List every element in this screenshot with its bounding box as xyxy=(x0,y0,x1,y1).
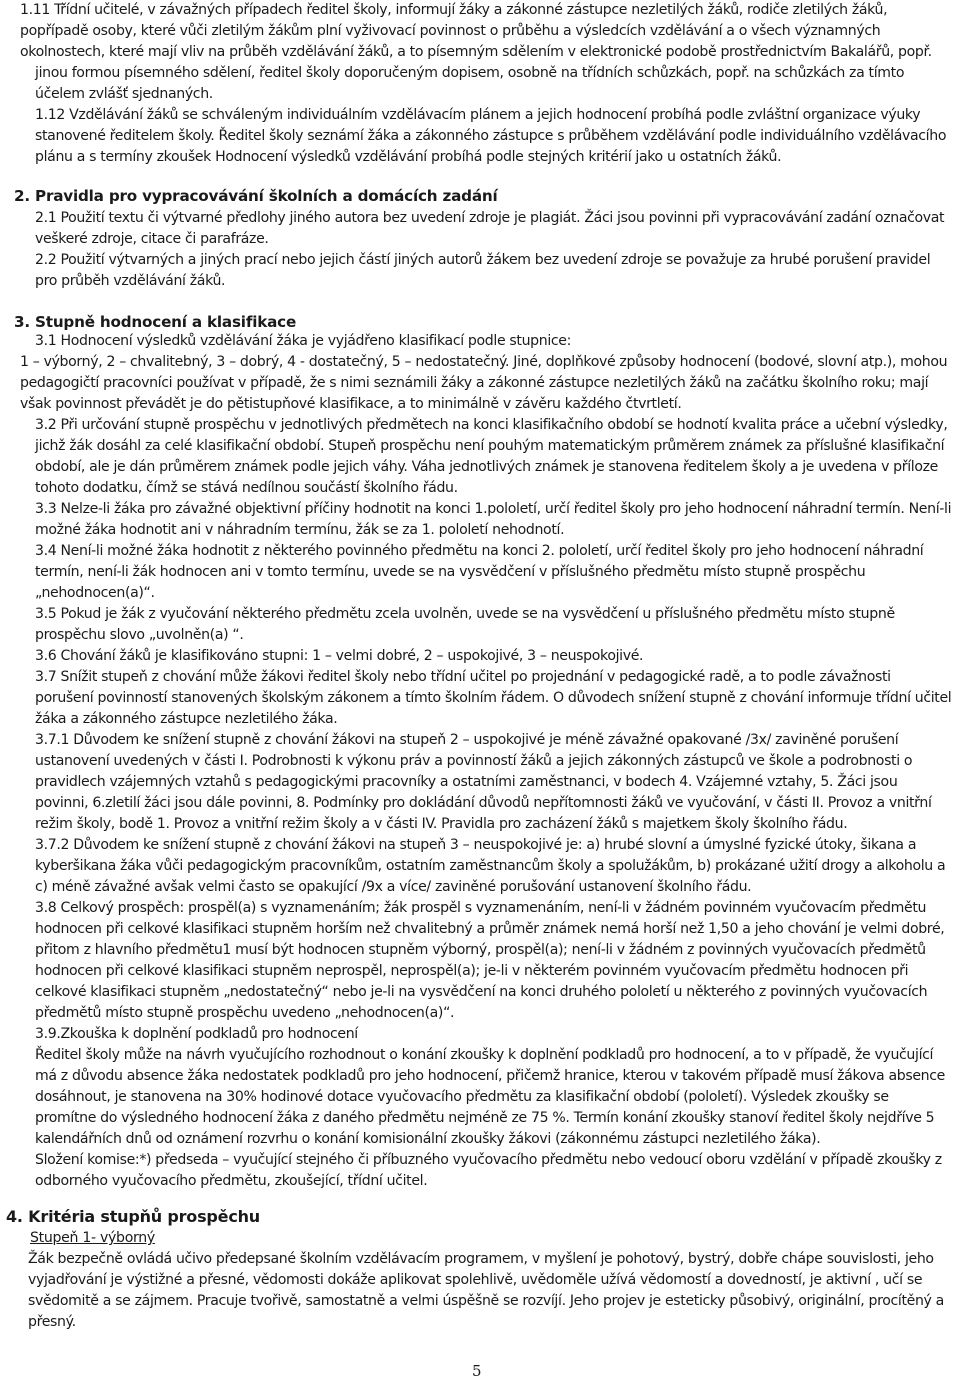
paragraph-3-1-scale: 1 – výborný, 2 – chvalitebný, 3 – dobrý, 4 - dostatečný, 5 – nedostatečný. Jiné, doplňkové způsoby hodnocení (bodové, slovní atp.), mohou pedagogičtí pracovníci používat v případě, že s nimi seznámili žáky a zákonné zástupce nezletilých žáků na začátku školního roku; mají však povinnost převádět je do pětistupňové klasifikace, a to minimálně v závěru každého čtvrtletí. xyxy=(20,354,948,412)
section-2-heading: 2. Pravidla pro vypracovávání školních a domácích zadání xyxy=(14,187,498,205)
paragraph-3-7-2: 3.7.2 Důvodem ke snížení stupně z chování žákovi na stupeň 3 – neuspokojivé je: a) hrubé slovní a úmyslné fyzické útoky, šikana a kyberšikana žáka vůči pedagogickým pracovníkům, ostatním zaměstnancům školy a spolužákům, b) prokázané užití drogy a alkoholu a c) méně závažné avšak velmi často se opakující /9x a více/ zaviněné porušování ustanovení školního řádu. xyxy=(35,837,946,895)
paragraph-2-1: 2.1 Použití textu či výtvarné předlohy jiného autora bez uvedení zdroje je plagiát. Žáci jsou povinni při vypracovávání zadání označovat veškeré zdroje, citace či parafráze. xyxy=(35,210,945,247)
paragraph-3-9-committee: Složení komise:*) předseda – vyučující stejného či příbuzného vyučovacího předmětu nebo vedoucí oboru vzdělání v případě zkoušky z odborného vyučovacího předmětu, zkoušející, třídní učitel. xyxy=(35,1152,942,1189)
paragraph-3-2: 3.2 Při určování stupně prospěchu v jednotlivých předmětech na konci klasifikačního období se hodnotí kvalita práce a učební výsledky, jichž žák dosáhl za celé klasifikační období. Stupeň prospěchu není pouhým matematickým průměrem známek za příslušné klasifikační období, ale je dán průměrem známek podle jejich váhy. Váha jednotlivých známek je stanovena ředitelem školy a je uvedena v příloze tohoto dodatku, čímž se stává nedílnou součástí školního řádu. xyxy=(35,417,948,496)
paragraph-3-5: 3.5 Pokud je žák z vyučování některého předmětu zcela uvolněn, uvede se na vysvědčení u příslušného předmětu místo stupně prospěchu slovo „uvolněn(a) “. xyxy=(35,606,895,643)
paragraph-3-1: 3.1 Hodnocení výsledků vzdělávání žáka je vyjádřeno klasifikací podle stupnice: xyxy=(35,333,572,349)
section-4-heading: 4. Kritéria stupňů prospěchu xyxy=(6,1207,260,1226)
grade-1-subheading: Stupeň 1- výborný xyxy=(30,1230,155,1246)
paragraph-3-7-1: 3.7.1 Důvodem ke snížení stupně z chování žákovi na stupeň 2 – uspokojivé je méně závažné opakované /3x/ zaviněné porušení ustanovení uvedených v části I. Podrobnosti k výkonu práv a povinností žáků a jejich zákonných zástupců ve škole a podrobnosti o pravidlech vzájemných vztahů s pedagogickými pracovníky a ostatními zaměstnanci, v bodech 4. Vzájemné vztahy, 5. Žáci jsou povinni, 6.zletilí žáci jsou dále povinni, 8. Podmínky pro dokládání důvodů nepřítomnosti žáků ve vyučování, v části II. Provoz a vnitřní režim školy, bodě 1. Provoz a vnitřní režim školy a v části IV. Pravidla pro zacházení žáků s majetkem školy školního řádu. xyxy=(35,732,932,832)
section-4-block xyxy=(28,1249,952,1333)
grade-1-description: Žák bezpečně ovládá učivo předepsané školním vzdělávacím programem, v myšlení je pohotový, bystrý, dobře chápe souvislosti, jeho vyjadřování je výstižné a přesné, vědomosti dokáže aplikovat spolehlivě, uvědoměle užívá vědomostí a dovedností, je aktivní , učí se svědomitě a se zájmem. Pracuje tvořivě, samostatně a velmi úspěšně se rozvíjí. Jeho projev je esteticky působivý, originální, procítěný a přesný. xyxy=(28,1251,944,1330)
section-2-block xyxy=(20,208,952,292)
paragraph-1-11: 1.11 Třídní učitelé, v závažných případech ředitel školy, informují žáky a zákonné zástupce nezletilých žáků, rodiče zletilých žáků, popřípadě osoby, které vůči zletilým žákům plní vyživovací povinnost o průběhu a výsledcích vzdělávání a o všech významných okolnostech, které mají vliv na průběh vzdělávání žáků, a to písemným sdělením v elektronické podobě prostřednictvím Bakalářů, popř. xyxy=(20,2,932,60)
intro-block xyxy=(20,0,952,168)
paragraph-3-9: Ředitel školy může na návrh vyučujícího rozhodnout o konání zkoušky k doplnění podkladů pro hodnocení, a to v případě, že vyučující má z důvodu absence žáka nedostatek podkladů pro jeho hodnocení, přičemž hranice, kterou v takovém případě musí žákova absence dosáhnout, je stanovena na 30% hodinové dotace vyučovacího předmětu za klasifikační období (pololetí). Výsledek zkoušky se promítne do výsledného hodnocení žáka z daného předmětu nejméně ze 75 %. Termín konání zkoušky stanoví ředitel školy nejdříve 5 kalendářních dnů od oznámení rozvrhu o konání komisionální zkoušky žákovi (zákonnému zástupci nezletilého žáka). xyxy=(35,1047,945,1147)
paragraph-1-11-cont: jinou formou písemného sdělení, ředitel školy doporučeným dopisem, osobně na třídních schůzkách, popř. na schůzkách za tímto účelem zvlášť sjednaných. xyxy=(35,65,905,102)
paragraph-3-7: 3.7 Snížit stupeň z chování může žákovi ředitel školy nebo třídní učitel po projednání v pedagogické radě, a to podle závažnosti porušení povinností stanovených školským zákonem a tímto školním řádem. O důvodech snížení stupně z chování informuje třídní učitel žáka a zákonného zástupce nezletilého žáka. xyxy=(35,669,952,727)
paragraph-3-4: 3.4 Není-li možné žáka hodnotit z některého povinného předmětu na konci 2. pololetí, určí ředitel školy pro jeho hodnocení náhradní termín, není-li žák hodnocen ani v tomto termínu, uvede se na vysvědčení v příslušného předmětu místo stupně prospěchu „nehodnocen(a)“. xyxy=(35,543,924,601)
page-number: 5 xyxy=(472,1362,482,1380)
paragraph-3-8: 3.8 Celkový prospěch: prospěl(a) s vyznamenáním; žák prospěl s vyznamenáním, není-li v žádném povinném vyučovacím předmětu hodnocen při celkové klasifikaci stupněm horším než chvalitebný a průměr známek nemá horší než 1,50 a jeho chování je velmi dobré, přitom z hlavního předmětu1 musí být hodnocen stupněm výborný, prospěl(a); není-li v žádném z povinných vyučovacích předmětů hodnocen při celkové klasifikaci stupněm neprospěl, neprospěl(a); je-li v některém povinném vyučovacím předmětu hodnocen při celkové klasifikaci stupněm „nedostatečný“ nebo je-li na vysvědčení na konci druhého pololetí u některého z povinných vyučovacích předmětů místo stupně prospěchu uvedeno „nehodnocen(a)“. xyxy=(35,900,945,1021)
section-3-block xyxy=(20,331,952,1192)
paragraph-3-3: 3.3 Nelze-li žáka pro závažné objektivní příčiny hodnotit na konci 1.pololetí, určí ředitel školy pro jeho hodnocení náhradní termín. Není-li možné žáka hodnotit ani v náhradním termínu, žák se za 1. pololetí nehodnotí. xyxy=(35,501,952,538)
paragraph-1-12: 1.12 Vzdělávání žáků se schváleným individuálním vzdělávacím plánem a jejich hodnocení probíhá podle zvláštní organizace výuky stanovené ředitelem školy. Ředitel školy seznámí žáka a zákonného zástupce s průběhem vzdělávání podle individuálního vzdělávacího plánu a s termíny zkoušek Hodnocení výsledků vzdělávání probíhá podle stejných kritérií jako u ostatních žáků. xyxy=(35,107,947,165)
paragraph-3-9-heading: 3.9.Zkouška k doplnění podkladů pro hodnocení xyxy=(35,1026,358,1042)
paragraph-3-6: 3.6 Chování žáků je klasifikováno stupni: 1 – velmi dobré, 2 – uspokojivé, 3 – neuspokojivé. xyxy=(35,648,644,664)
paragraph-2-2: 2.2 Použití výtvarných a jiných prací nebo jejich částí jiných autorů žákem bez uvedení zdroje se považuje za hrubé porušení pravidel pro průběh vzdělávání žáků. xyxy=(35,252,931,289)
section-3-heading: 3. Stupně hodnocení a klasifikace xyxy=(14,313,297,331)
